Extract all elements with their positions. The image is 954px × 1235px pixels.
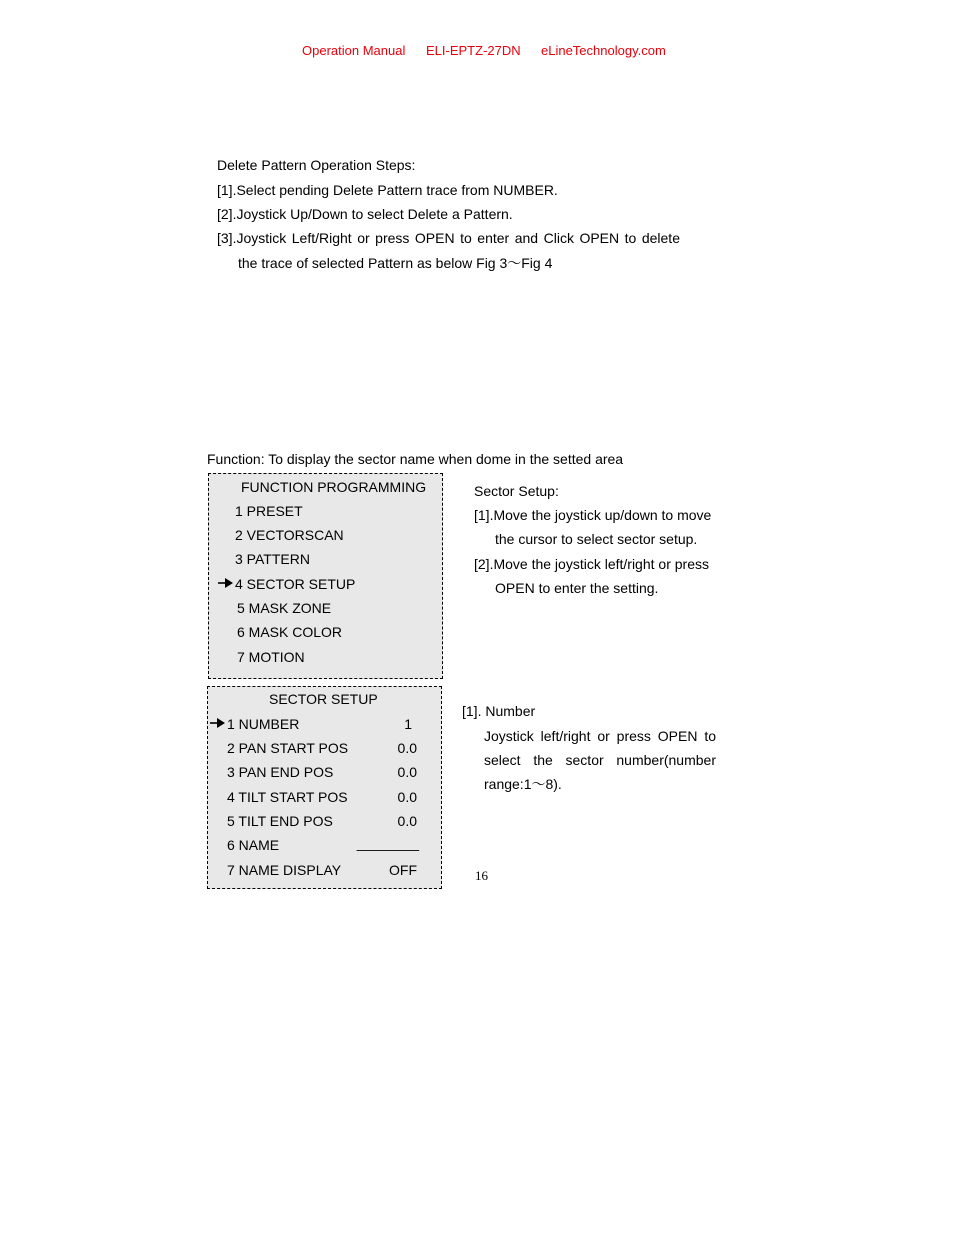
menu-item-sector-setup[interactable]: 4 SECTOR SETUP <box>235 576 356 592</box>
sector-item-tilt-end[interactable]: 5 TILT END POS <box>227 813 333 829</box>
sector-setup-menu <box>207 686 442 889</box>
sector-item-tilt-start[interactable]: 4 TILT START POS <box>227 789 348 805</box>
name-value-blank: ________ <box>356 835 419 851</box>
tilt-end-value: 0.0 <box>397 813 417 829</box>
menu-item-mask-zone[interactable]: 5 MASK ZONE <box>237 600 332 616</box>
delete-pattern-step-2: [2].Joystick Up/Down to select Delete a Pattern. <box>217 206 513 222</box>
header-manual-title: Operation Manual <box>302 43 406 58</box>
delete-pattern-step-3: [3].Joystick Left/Right or press OPEN to enter and Click OPEN to delete <box>217 230 680 246</box>
name-display-value: OFF <box>389 862 417 878</box>
pan-start-value: 0.0 <box>397 740 417 756</box>
menu-item-preset[interactable]: 1 PRESET <box>235 503 303 519</box>
sector-setup-help-step-2: [2].Move the joystick left/right or press <box>474 556 709 572</box>
function-description: Function: To display the sector name when dome in the setted area <box>207 451 624 467</box>
menu-item-vectorscan[interactable]: 2 VECTORSCAN <box>235 527 344 543</box>
sector-setup-help-step-1-cont: the cursor to select sector setup. <box>495 531 698 547</box>
sector-item-name[interactable]: 6 NAME <box>227 837 280 853</box>
sector-menu-title: SECTOR SETUP <box>269 691 378 707</box>
menu-item-pattern[interactable]: 3 PATTERN <box>235 551 310 567</box>
sector-setup-help-step-2-cont: OPEN to enter the setting. <box>495 580 659 596</box>
sector-item-name-display[interactable]: 7 NAME DISPLAY <box>227 862 342 878</box>
number-help-line-1: Joystick left/right or press OPEN to <box>484 728 716 744</box>
menu-item-mask-color[interactable]: 6 MASK COLOR <box>237 624 343 640</box>
sector-setup-help-title: Sector Setup: <box>474 483 559 499</box>
selection-arrow-icon <box>210 717 226 729</box>
tilt-start-value: 0.0 <box>397 789 417 805</box>
sector-item-pan-end[interactable]: 3 PAN END POS <box>227 764 334 780</box>
number-help-line-2: select the sector number(number <box>484 752 716 768</box>
menu-item-motion[interactable]: 7 MOTION <box>237 649 305 665</box>
sector-item-number[interactable]: 1 NUMBER <box>227 716 300 732</box>
selection-arrow-icon <box>218 577 234 589</box>
sector-item-pan-start[interactable]: 2 PAN START POS <box>227 740 349 756</box>
sector-number-value: 1 <box>404 716 412 732</box>
function-menu-title: FUNCTION PROGRAMMING <box>241 479 427 495</box>
number-help-title: [1]. Number <box>462 703 536 719</box>
delete-pattern-step-3-cont: the trace of selected Pattern as below Fig 3～Fig 4 <box>238 255 553 271</box>
delete-pattern-title: Delete Pattern Operation Steps: <box>217 157 416 173</box>
function-programming-menu <box>208 473 443 679</box>
sector-setup-help-step-1: [1].Move the joystick up/down to move <box>474 507 712 523</box>
pan-end-value: 0.0 <box>397 764 417 780</box>
page-number: 16 <box>475 868 488 883</box>
header-model: ELI-EPTZ-27DN <box>426 43 521 58</box>
delete-pattern-step-1: [1].Select pending Delete Pattern trace from NUMBER. <box>217 182 558 198</box>
header-website: eLineTechnology.com <box>541 43 666 58</box>
number-help-line-3: range:1～8). <box>484 776 562 792</box>
